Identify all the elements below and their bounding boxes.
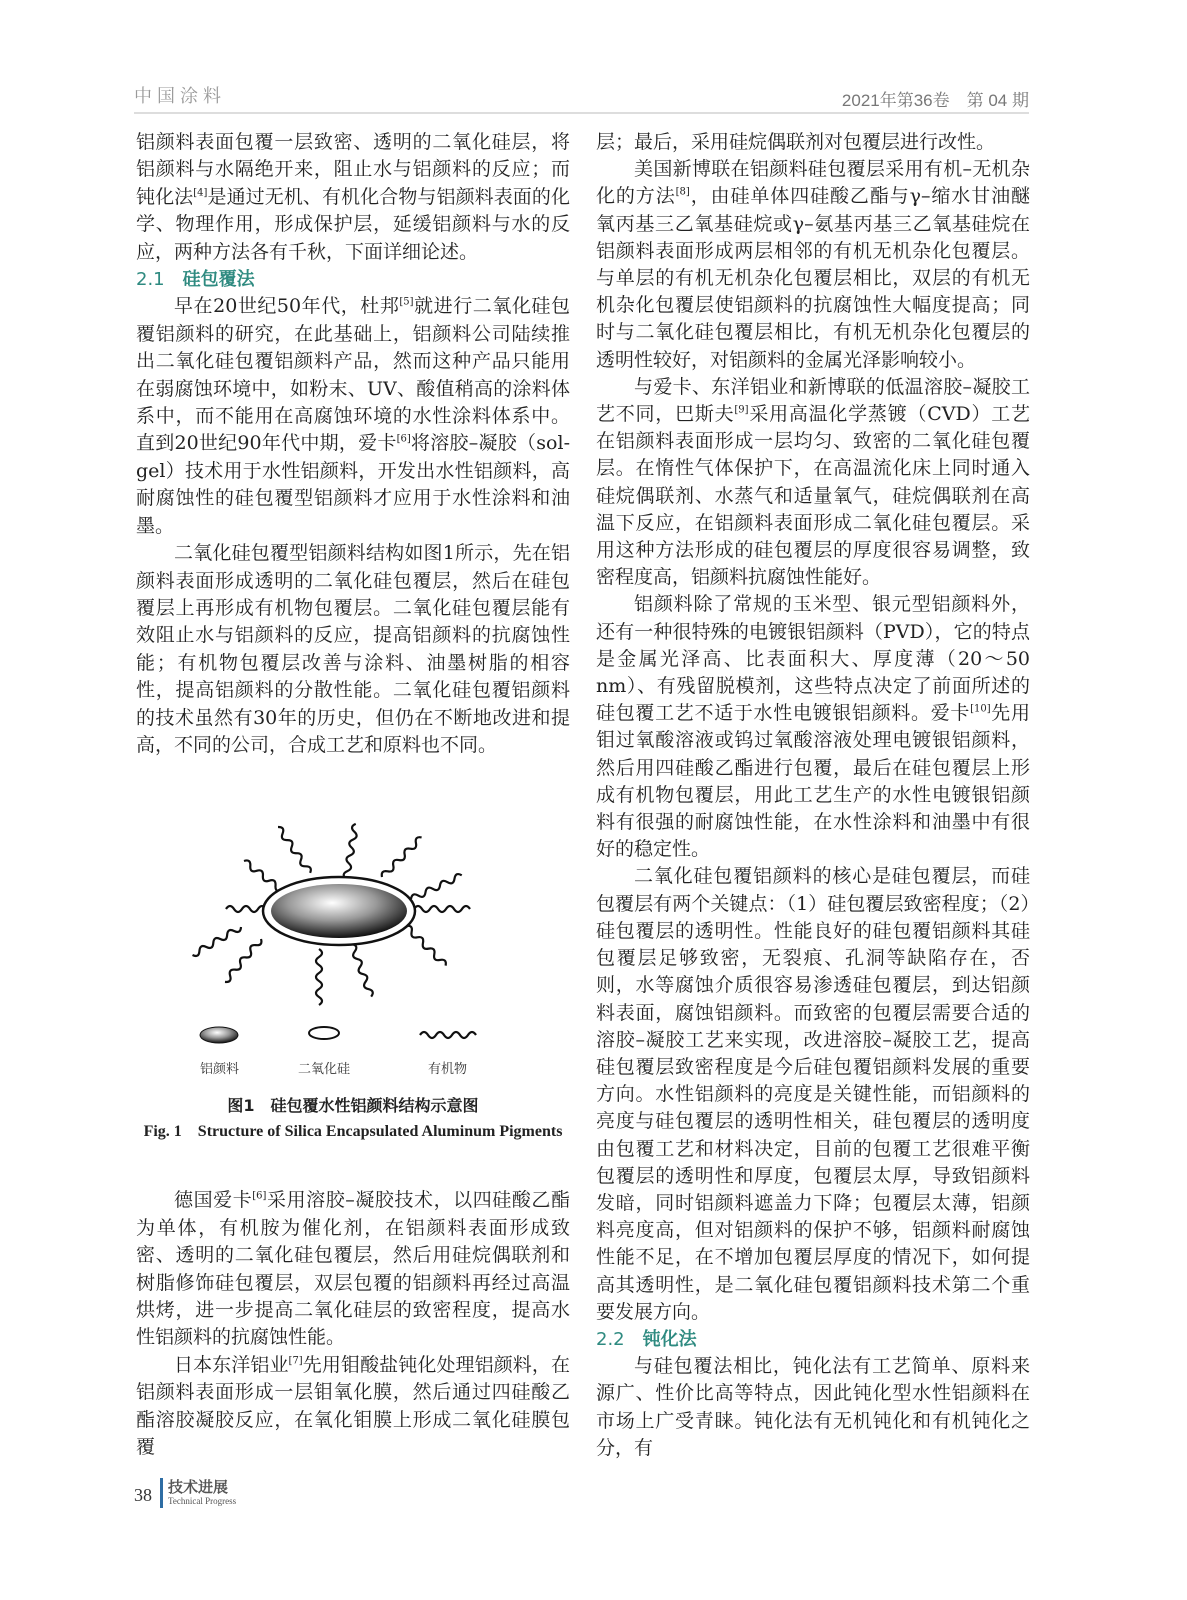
figure-caption-en: Fig. 1 Structure of Silica Encapsulated Aluminum Pigments [143, 1123, 563, 1141]
paragraph: 与爱卡、东洋铝业和新博联的低温溶胶–凝胶工艺不同，巴斯夫[9]采用高温化学蒸镀（CVD）工艺在铝颜料表面形成一层均匀、致密的二氧化硅包覆层。在惰性气体保护下，在高温流化床上同时通入硅烷偶联剂、水蒸气和适量氧气，硅烷偶联剂在高温下反应，在铝颜料表面形成二氧化硅包覆层。采用这种方法形成的硅包覆层的厚度很容易调整，致密程度高，铝颜料抗腐蚀性能好。 [596, 375, 1030, 589]
paragraph: 德国爱卡[6]采用溶胶–凝胶技术，以四硅酸乙酯为单体，有机胺为催化剂，在铝颜料表面形成致密、透明的二氧化硅包覆层，然后用硅烷偶联剂和树脂修饰硅包覆层，双层包覆的铝颜料再经过高温烘烤，进一步提高二氧化硅层的致密程度，提高水性铝颜料的抗腐蚀性能。 [136, 1189, 570, 1349]
paragraph: 与硅包覆法相比，钝化法有工艺简单、原料来源广、性价比高等特点，因此钝化型水性铝颜料在市场上广受青睐。钝化法有无机钝化和有机钝化之分，有 [596, 1355, 1030, 1459]
citation: [8] [675, 187, 690, 199]
paragraph: 铝颜料除了常规的玉米型、银元型铝颜料外，还有一种很特殊的电镀银铝颜料（PVD），它的特点是金属光泽高、比表面积大、厚度薄（20～50 nm）、有残留脱模剂，这些特点决定了前面所述的硅包覆工艺不适于水性电镀银铝颜料。爱卡[10]先用钼过氧酸溶液或钨过氧酸溶液处理电镀银铝颜料，然后用四硅酸乙酯进行包覆，最后在硅包覆层上形成有机物包覆层，用此工艺生产的水性电镀银铝颜料有很强的耐腐蚀性能，在水性涂料和油墨中有很好的稳定性。 [596, 593, 1030, 861]
section-heading-2-1: 2.1 硅包覆法 [136, 269, 255, 291]
paragraph: 早在20世纪50年代，杜邦[5]就进行二氧化硅包覆铝颜料的研究，在此基础上，铝颜料公司陆续推出二氧化硅包覆铝颜料产品，然而这种产品只能用在弱腐蚀环境中，如粉末、UV、酸值稍高的涂料体系中，而不能用在高腐蚀环境的水性涂料体系中。直到20世纪90年代中期，爱卡[6]将溶胶–凝胶（sol-gel）技术用于水性铝颜料，开发出水性铝颜料，高耐腐蚀性的硅包覆型铝颜料才应用于水性涂料和油墨。 [136, 295, 570, 537]
citation: [9] [734, 404, 749, 416]
footer-bar [160, 1478, 163, 1508]
paragraph: 层；最后，采用硅烷偶联剂对包覆层进行改性。 [596, 131, 996, 153]
aluminum-core [271, 884, 407, 938]
left-column [136, 129, 570, 1461]
legend-silica-icon [309, 1027, 339, 1039]
journal-name: 中国涂料 [134, 86, 226, 107]
legend-label: 二氧化硅 [298, 1062, 351, 1078]
legend-organic-icon [420, 1032, 476, 1038]
paragraph: 二氧化硅包覆铝颜料的核心是硅包覆层，而硅包覆层有两个关键点：（1）硅包覆层致密程度；（2）硅包覆层的透明性。性能良好的硅包覆铝颜料其硅包覆层足够致密，无裂痕、孔洞等缺陷存在，否则，水等腐蚀介质很容易渗透硅包覆层，到达铝颜料表面，腐蚀铝颜料。而致密的包覆层需要合适的溶胶–凝胶工艺来实现，改进溶胶–凝胶工艺，提高硅包覆层致密程度是今后硅包覆铝颜料发展的重要方向。水性铝颜料的亮度是关键性能，而铝颜料的亮度与硅包覆层的透明性相关，硅包覆层的透明度由包覆工艺和材料决定，目前的包覆工艺很难平衡包覆层的透明性和厚度，包覆层太厚，导致铝颜料发暗，同时铝颜料遮盖力下降；包覆层太薄，铝颜料亮度高，但对铝颜料的保护不够，铝颜料耐腐蚀性能不足，在不增加包覆层厚度的情况下，如何提高其透明性，是二氧化硅包覆铝颜料技术第二个重要发展方向。 [596, 865, 1030, 1323]
paragraph: 日本东洋铝业[7]先用钼酸盐钝化处理铝颜料，在铝颜料表面形成一层钼氧化膜，然后通过四硅酸乙酯溶胶凝胶反应，在氧化钼膜上形成二氧化硅膜包覆 [136, 1353, 570, 1458]
paragraph: 二氧化硅包覆型铝颜料结构如图1所示，先在铝颜料表面形成透明的二氧化硅包覆层，然后在硅包覆层上再形成有机物包覆层。二氧化硅包覆层能有效阻止水与铝颜料的反应，提高铝颜料的抗腐蚀性能；有机物包覆层改善与涂料、油墨树脂的相容性，提高铝颜料的分散性能。二氧化硅包覆铝颜料的技术虽然有30年的历史，但仍在不断地改进和提高，不同的公司，合成工艺和原料也不同。 [136, 542, 570, 756]
legend-label: 有机物 [428, 1062, 468, 1078]
silica-structure-diagram [136, 799, 570, 1059]
paragraph: 美国新博联在铝颜料硅包覆层采用有机–无机杂化的方法[8]，由硅单体四硅酸乙酯与γ–缩水甘油醚氧丙基三乙氧基硅烷或γ–氨基丙基三乙氧基硅烷在铝颜料表面形成两层相邻的有机无机杂化包覆层。与单层的有机无机杂化包覆层相比，双层的有机无机杂化包覆层使铝颜料的抗腐蚀性大幅度提高；同时与二氧化硅包覆层相比，有机无机杂化包覆层的透明性较好，对铝颜料的金属光泽影响较小。 [596, 158, 1030, 371]
figure-1 [136, 799, 570, 1089]
section-label-en: Technical Progress [168, 1496, 237, 1506]
header-divider [134, 112, 1029, 114]
section-label-cn: 技术进展 [168, 1478, 229, 1496]
page-number: 38 [134, 1485, 152, 1505]
paragraph: 铝颜料表面包覆一层致密、透明的二氧化硅层，将铝颜料与水隔绝开来，阻止水与铝颜料的反应；而钝化法[4]是通过无机、有机化合物与铝颜料表面的化学、物理作用，形成保护层，延缓铝颜料与水的反应，两种方法各有千秋，下面详细论述。 [136, 131, 570, 263]
citation: [7] [288, 1355, 303, 1367]
citation: [6] [396, 434, 411, 446]
right-column [596, 129, 1030, 1462]
legend-label: 铝颜料 [200, 1062, 240, 1078]
section-heading-2-2: 2.2 钝化法 [596, 1328, 697, 1350]
figure-caption-cn: 图1 硅包覆水性铝颜料结构示意图 [227, 1096, 479, 1116]
citation: [5] [399, 297, 414, 309]
legend-aluminum-icon [200, 1027, 238, 1043]
issue-info: 2021年第36卷 第 04 期 [841, 91, 1029, 110]
citation: [6] [252, 1191, 267, 1203]
citation: [10] [970, 703, 991, 715]
citation: [4] [193, 187, 208, 199]
